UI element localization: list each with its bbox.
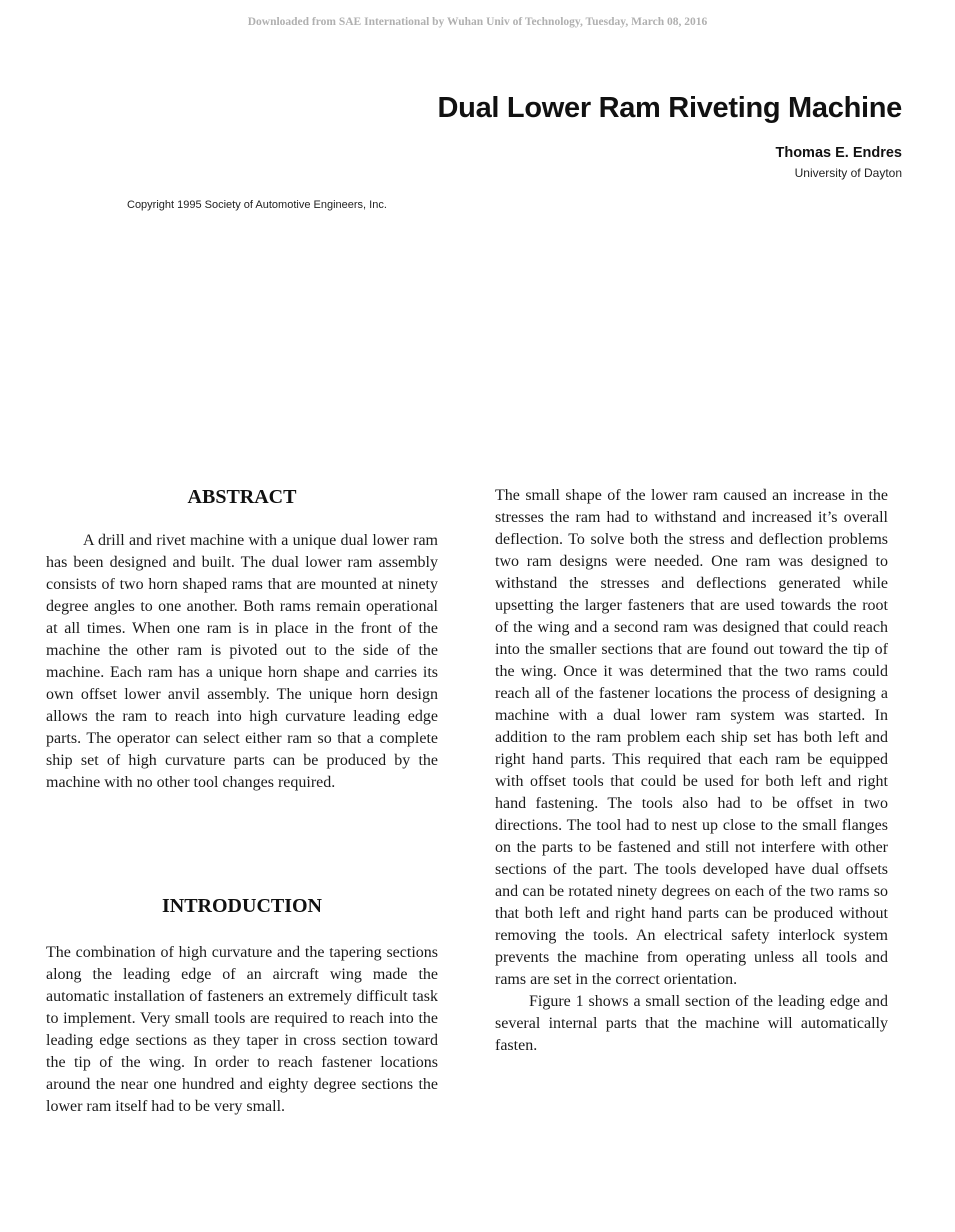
author-affiliation: University of Dayton — [794, 166, 902, 180]
abstract-heading: ABSTRACT — [187, 486, 297, 508]
abstract-text: A drill and rivet machine with a unique dual lower ram has been designed and built. The dual lower ram assembly consists of two horn shaped rams that are mounted at ninety degree angles to one another. Both rams remain operational at all times. When one ram is in place in the front of the machine the other ram is pivoted out to the side of the machine. Each ram has a unique horn shape and carries its own offset lower anvil assembly. The unique horn design allows the ram to reach into high curvature leading edge parts. The operator can select either ram so that a complete ship set of high curvature parts can be produced by the machine with no other tool changes required. — [46, 532, 438, 791]
download-notice: Downloaded from SAE International by Wuhan Univ of Technology, Tuesday, March 08, 2016 — [247, 16, 708, 28]
introduction-paragraph-1: The combination of high curvature and the tapering sections along the leading edge of an aircraft wing made the automatic installation of fasteners an extremely difficult task to implement. Very small tools are required to reach into the leading edge sections as they taper in cross section toward the tip of the wing. In order to reach fastener locations around the near one hundred and eighty degree sections the lower ram itself had to be very small. — [46, 944, 438, 1115]
introduction-paragraph-3: Figure 1 shows a small section of the leading edge and several internal parts that the machine will automatically fasten. — [495, 993, 888, 1054]
introduction-paragraph-2: The small shape of the lower ram caused an increase in the stresses the ram had to withstand and increased it’s overall deflection. To solve both the stress and deflection problems two ram designs were needed. One ram was designed to withstand the stresses and deflections generated while upsetting the larger fasteners that are used towards the root of the wing and a second ram was designed that could reach into the smaller sections that are found out toward the tip of the wing. Once it was determined that the two rams could reach all of the fastener locations the process of designing a machine with a dual lower ram system was started. In addition to the ram problem each ship set has both left and right hand parts. This required that each ram be equipped with offset tools that could be used for both left and right hand fastening. The tools also had to be offset in two directions. The tool had to nest up close to the small flanges on the parts to be fastened and still not interfere with other sections of the part. The tools developed have dual offsets and can be rotated ninety degrees on each of the two rams so that both left and right hand parts can be produced without removing the tools. An electrical safety interlock system prevents the machine from operating unless all tools and rams are set in the correct orientation. — [495, 487, 888, 988]
introduction-heading: INTRODUCTION — [161, 895, 323, 917]
right-column — [495, 485, 888, 1057]
copyright-notice: Copyright 1995 Society of Automotive Engineers, Inc. — [127, 199, 387, 211]
author-name: Thomas E. Endres — [775, 145, 902, 161]
paper-title: Dual Lower Ram Riveting Machine — [437, 92, 902, 124]
